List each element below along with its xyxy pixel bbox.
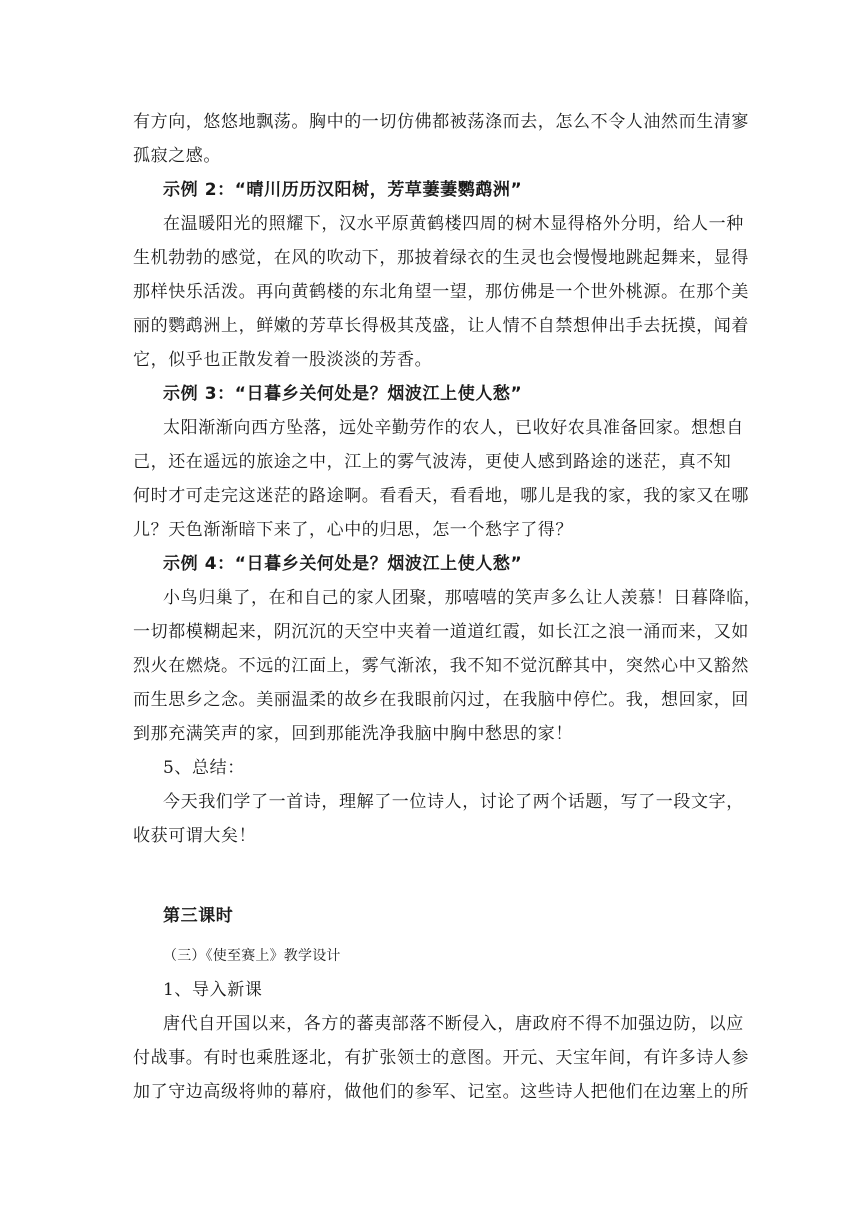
paragraph-line: 今天我们学了一首诗，理解了一位诗人，讨论了两个话题，写了一段文字， bbox=[163, 792, 744, 812]
lesson-3-heading: 第三课时 bbox=[163, 906, 234, 926]
example-2-title: 示例 2：“晴川历历汉阳树，芳草萋萋鹦鹉洲” bbox=[163, 180, 523, 200]
example-4-title: 示例 4：“日暮乡关何处是？烟波江上使人愁” bbox=[163, 554, 523, 574]
paragraph-line: 小鸟归巢了，在和自己的家人团聚，那嘻嘻的笑声多么让人羡慕！日暮降临， bbox=[163, 588, 762, 608]
paragraph-line: 那样快乐活泼。再向黄鹤楼的东北角望一望，那仿佛是一个世外桃源。在那个美 bbox=[133, 282, 749, 302]
paragraph-line: 烈火在燃烧。不远的江面上，雾气渐浓，我不知不觉沉醉其中，突然心中又豁然 bbox=[133, 656, 749, 676]
paragraph-line: 何时才可走完这迷茫的路途啊。看看天，看看地，哪儿是我的家，我的家又在哪 bbox=[133, 486, 749, 506]
paragraph-line: 一切都模糊起来，阴沉沉的天空中夹着一道道红霞，如长江之浪一涌而来，又如 bbox=[133, 622, 749, 642]
paragraph-line: 孤寂之感。 bbox=[133, 146, 221, 166]
paragraph-line: 生机勃勃的感觉，在风的吹动下，那披着绿衣的生灵也会慢慢地跳起舞来，显得 bbox=[133, 248, 749, 268]
summary-title: 5、总结： bbox=[163, 758, 245, 778]
paragraph-line: 太阳渐渐向西方坠落，远处辛勤劳作的农人，已收好农具准备回家。想想自 bbox=[163, 418, 744, 438]
paragraph-line: 在温暖阳光的照耀下，汉水平原黄鹤楼四周的树木显得格外分明，给人一种 bbox=[163, 214, 744, 234]
lesson-3-subtitle: （三）《使至赛上》教学设计 bbox=[163, 948, 341, 964]
paragraph-line: 丽的鹦鹉洲上，鲜嫩的芳草长得极其茂盛，让人情不自禁想伸出手去抚摸，闻着 bbox=[133, 316, 749, 336]
paragraph-line: 有方向，悠悠地飘荡。胸中的一切仿佛都被荡涤而去，怎么不令人油然而生清寥 bbox=[133, 112, 749, 132]
paragraph-line: 收获可谓大矣！ bbox=[133, 826, 257, 846]
paragraph-line: 到那充满笑声的家，回到那能洗净我脑中胸中愁思的家！ bbox=[133, 724, 573, 744]
paragraph-line: 而生思乡之念。美丽温柔的故乡在我眼前闪过，在我脑中停伫。我，想回家，回 bbox=[133, 690, 749, 710]
example-3-title: 示例 3：“日暮乡关何处是？烟波江上使人愁” bbox=[163, 384, 523, 404]
paragraph-line: 己，还在遥远的旅途之中，江上的雾气波涛，更使人感到路途的迷茫，真不知 bbox=[133, 452, 732, 472]
intro-title: 1、导入新课 bbox=[163, 980, 263, 1000]
paragraph-line: 儿？天色渐渐暗下来了，心中的归思，怎一个愁字了得？ bbox=[133, 520, 573, 540]
paragraph-line: 加了守边高级将帅的幕府，做他们的参军、记室。这些诗人把他们在边塞上的所 bbox=[133, 1082, 749, 1102]
paragraph-line: 付战事。有时也乘胜逐北，有扩张领士的意图。开元、天宝年间，有许多诗人参 bbox=[133, 1048, 749, 1068]
paragraph-line: 唐代自开国以来，各方的蕃夷部落不断侵入，唐政府不得不加强边防，以应 bbox=[163, 1014, 744, 1034]
paragraph-line: 它，似乎也正散发着一股淡淡的芳香。 bbox=[133, 350, 433, 370]
